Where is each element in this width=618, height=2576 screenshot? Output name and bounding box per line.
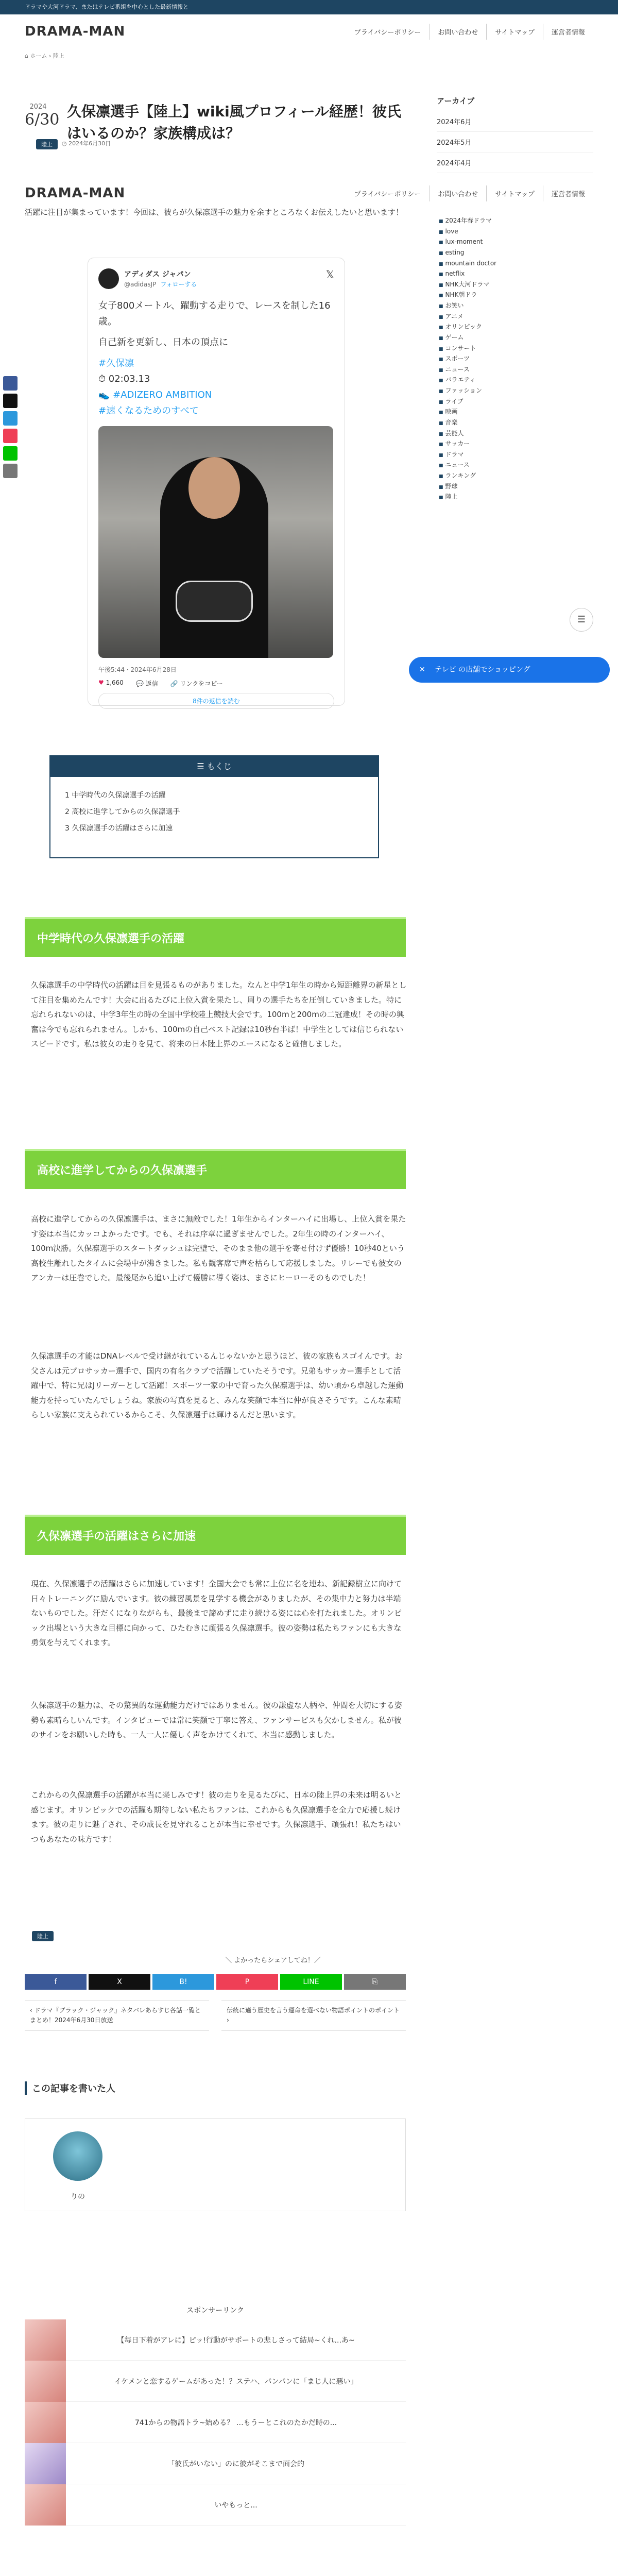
section-2-paragraph-1: 高校に進学してからの久保凛選手は、まさに無敵でした！1年生からインターハイに出場し、上位入賞を果たす姿は本当にカッコよかったです。でも、それは序章に過ぎませんでした。2年生の時のインターハイ、100m決勝。久保凛選手のスタートダッシュは完璧で、そのまま他の選手を寄せ付けず優勝！10秒40という高校生離れしたタイムに会場中が沸きました。私も観客席で声を枯らして応援しました。リレーでも彼女のアンカーは圧巻でした。最後尾から追い上げて優勝に導く姿は、まさにヒーローそのものでした！ <box>31 1214 406 1282</box>
sticky-header <box>0 180 618 206</box>
sidebar-category-item[interactable]: ■ 芸能人 <box>437 428 593 439</box>
tweet-line1: 女子800メートル、躍動する走りで、レースを制した16歳。 <box>98 300 331 327</box>
link-icon: 🔗 <box>170 680 180 688</box>
author-avatar[interactable] <box>53 2131 102 2181</box>
sidebar-category-item[interactable]: ■ love <box>437 226 593 237</box>
sidebar-category-item[interactable]: ■ 陸上 <box>437 492 593 502</box>
intro-text: 活躍に注目が集まっています！今回は、彼らが久保凛選手の魅力を余すところなくお伝えしたいと思います！ <box>25 208 404 217</box>
sidebar-category-item[interactable]: ■ 映画 <box>437 406 593 417</box>
sidebar-category-item[interactable]: ■ lux-moment <box>437 236 593 247</box>
tweet-like[interactable] <box>98 679 124 688</box>
global-nav <box>346 24 593 40</box>
chevron-right-icon: › <box>227 2016 229 2024</box>
published-date-text: 2024年6月30日 <box>68 140 111 147</box>
tweet-header <box>98 268 334 289</box>
tweet-author-name[interactable]: アディダス ジャパン <box>124 270 191 279</box>
floating-share-bar <box>3 376 18 481</box>
sponsored-text: イケメンと恋するゲームがあった！？ステハ、パンパンに「まじ人に悪い」 <box>114 2377 358 2386</box>
tweet-time: 02:03.13 <box>108 374 150 385</box>
author-box <box>25 2119 406 2211</box>
sidebar-category-item[interactable]: ■ ニュース <box>437 364 593 375</box>
sidebar-category-item[interactable]: ■ NHK大河ドラマ <box>437 279 593 290</box>
pocket-button[interactable]: P <box>216 1974 278 1990</box>
copy-button[interactable]: ⎘ <box>344 1974 406 1990</box>
site-header <box>0 14 618 61</box>
facebook-share-icon[interactable] <box>3 376 18 391</box>
toc-item[interactable]: 3 久保凛選手の活躍はさらに加速 <box>65 824 173 833</box>
sidebar-archive <box>437 95 593 173</box>
tweet-handle: @adidasJP <box>124 281 157 288</box>
toc-title <box>50 756 378 777</box>
tweet-reply[interactable] <box>136 679 158 688</box>
published-date <box>62 139 111 147</box>
footer-category-badge[interactable]: 陸上 <box>32 1931 54 1941</box>
sidebar-category-item[interactable]: ■ ランキング <box>437 470 593 481</box>
tweet-hashtag-adizero[interactable]: #ADIZERO AMBITION <box>113 389 212 400</box>
sponsored-thumb <box>25 2402 66 2443</box>
menu-toggle-button[interactable] <box>570 608 593 632</box>
tweet-reply-label: 返信 <box>145 680 158 688</box>
sidebar-category-item[interactable]: ■ バラエティ <box>437 375 593 385</box>
next-post-title: 伝統に適う歴史を言う運命を選べない物語ポイントのポイント <box>227 2007 400 2014</box>
archive-item[interactable]: 2024年5月 <box>437 132 593 152</box>
share-buttons <box>25 1974 406 1990</box>
sidebar-category-item[interactable]: ■ ライブ <box>437 396 593 407</box>
archive-title: アーカイブ <box>437 96 475 106</box>
next-post-link[interactable] <box>221 2000 406 2031</box>
tweet-photo[interactable] <box>98 426 333 658</box>
breadcrumb-sep: › <box>48 53 52 59</box>
sticky-nav-privacy[interactable]: プライバシーポリシー <box>346 185 430 201</box>
post-year: 2024 <box>29 103 47 111</box>
sidebar-category-item[interactable]: ■ ゲーム <box>437 332 593 343</box>
nav-contact[interactable]: お問い合わせ <box>430 24 487 40</box>
post-date-box <box>25 103 60 129</box>
sidebar-category-item[interactable]: ■ お笑い <box>437 300 593 311</box>
breadcrumb-category[interactable]: 陸上 <box>53 53 64 59</box>
sticky-nav-operator[interactable]: 運営者情報 <box>551 191 585 198</box>
facebook-button[interactable]: f <box>25 1974 87 1990</box>
tweet-avatar[interactable] <box>98 268 119 289</box>
line-share-icon[interactable] <box>3 446 18 461</box>
pocket-share-icon[interactable] <box>3 429 18 443</box>
sidebar-category-item[interactable]: ■ NHK朝ドラ <box>437 290 593 300</box>
section-2-paragraph-2: 久保凛選手の才能はDNAレベルで受け継がれているんじゃないかと思うほど、彼の家族もスゴイんです。お父さんは元プロサッカー選手で、国内の有名クラブで活躍していたそうです。兄弟もサッカー選手として活躍中で、特に兄はJリーガーとして活躍！スポーツ一家の中で育った久保凛選手は、幼い頃から卓越した運動能力を持っていたんでしょうね。家族の写真を見ると、みんな笑顔で本当に仲が良さそうです。こんな素晴らしい家族に支えられているからこそ、久保凛選手は輝けるんだと思います。 <box>31 1351 404 1419</box>
sponsored-item[interactable] <box>25 2361 406 2402</box>
sidebar-category-item[interactable]: ■ 野球 <box>437 481 593 492</box>
sidebar-category-item[interactable]: ■ ドラマ <box>437 449 593 460</box>
section-3-paragraph-1: 現在、久保凛選手の活躍はさらに加速しています！全国大会でも常に上位に名を連ね、新記録樹立に向けて日々トレーニングに励んでいます。彼の練習風景を見学する機会がありましたが、その集中力と努力は半端ないものでした。汗だくになりながらも、最後まで諦めずに走り続ける姿には心を打たれました。オリンピック出場という大きな目標に向かって、ひたむきに頑張る久保凛選手。彼の姿勢は私たちファンにも大きな勇気を与えてくれます。 <box>31 1579 402 1647</box>
sidebar-category-item[interactable]: ■ オリンピック <box>437 321 593 332</box>
tweet-read-replies[interactable]: 8件の返信を読む <box>98 693 334 709</box>
tweet-copy-link[interactable] <box>170 679 223 688</box>
section-1-paragraph-1: 久保凛選手の中学時代の活躍は目を見張るものがありました。なんと中学1年生の時から短距離界の新星として注目を集めたんです！大会に出るたびに上位入賞を果たし、周りの選手たちを圧倒していきました。特に忘れられないのは、中学3年生の時の全国中学校陸上競技大会です。100mと200mの二冠達成！その時の興奮は今でも忘れられません。しかも、100mの自己ベスト記録は10秒台半ば！中学生としては信じられないスピードです。私は彼女の走りを見て、将来の日本陸上界のエースになると確信しました。 <box>31 980 407 1048</box>
tweet-meta[interactable]: 午後5:44 · 2024年6月28日 <box>98 666 177 674</box>
close-icon[interactable]: ✕ <box>419 666 425 674</box>
sidebar-category-item[interactable]: ■ 音楽 <box>437 417 593 428</box>
line-button[interactable]: LINE <box>280 1974 342 1990</box>
top-notice-bar <box>0 0 618 14</box>
archive-item[interactable]: 2024年6月 <box>437 111 593 132</box>
section-heading-1: 中学時代の久保凛選手の活躍 <box>25 917 406 957</box>
hamburger-icon: ☰ <box>577 614 586 625</box>
shopping-ad-text: テレビ の店舗でショッピング <box>435 666 530 674</box>
sticky-nav <box>346 185 593 201</box>
sponsored-links <box>25 2305 406 2526</box>
tweet-copy-label: リンクをコピー <box>180 680 223 688</box>
sidebar-category-item[interactable]: ■ アニメ <box>437 311 593 322</box>
sidebar-category-item[interactable]: ■ esting <box>437 247 593 258</box>
sidebar-category-item[interactable]: ■ スポーツ <box>437 353 593 364</box>
sponsored-text: いやもっと... <box>214 2501 258 2510</box>
sticky-logo[interactable]: DRAMA-MAN <box>25 185 126 201</box>
x-logo-icon[interactable]: 𝕏 <box>325 268 334 281</box>
prev-post-title: ドラマ『ブラック・ジャック』ネタバレあらすじ各話一覧とまとめ！2024年6月30日放送 <box>30 2007 201 2024</box>
author-name[interactable]: りの <box>71 2193 85 2201</box>
list-icon: ☰ <box>197 761 207 771</box>
toc-title-text: もくじ <box>207 761 232 771</box>
nav-sitemap[interactable]: サイトマップ <box>487 24 543 40</box>
top-notice-text: ドラマや大河ドラマ、またはテレビ番組を中心とした最新情報と <box>25 4 189 10</box>
embedded-tweet[interactable] <box>88 258 345 706</box>
prev-post-link[interactable] <box>25 2000 209 2031</box>
heart-icon: ♥ <box>98 679 106 687</box>
tweet-follow-link[interactable]: フォローする <box>160 281 197 288</box>
shopping-ad-pill[interactable] <box>409 657 610 683</box>
sticky-nav-sitemap[interactable]: サイトマップ <box>487 185 543 201</box>
toc-list <box>50 777 378 848</box>
photo-athlete-face <box>188 457 240 519</box>
sponsored-text: 741からの物語トラ~始める？ …もうーとこれのたかだ時の... <box>134 2418 337 2427</box>
tweet-hashtag-line <box>98 387 334 403</box>
chevron-left-icon: ‹ <box>30 2007 35 2014</box>
sponsored-text: 「彼氏がいない」のに彼がそこまで面会的 <box>167 2460 304 2468</box>
toc-item[interactable]: 2 高校に進学してからの久保凛選手 <box>65 808 180 817</box>
share-caption: ＼ よかったらシェアしてね！／ <box>225 1957 321 1964</box>
reply-icon: 💬 <box>135 680 146 688</box>
nav-privacy[interactable]: プライバシーポリシー <box>346 24 430 40</box>
sticky-nav-contact[interactable]: お問い合わせ <box>430 185 487 201</box>
sponsored-item[interactable] <box>25 2402 406 2443</box>
stopwatch-icon: ⏱ <box>98 374 109 385</box>
section-heading-2: 高校に進学してからの久保凛選手 <box>25 1149 406 1189</box>
sidebar-category-item[interactable]: ■ ファッション <box>437 385 593 396</box>
author-section-title: この記事を書いた人 <box>25 2081 115 2095</box>
section-3-paragraph-3: これからの久保凛選手の活躍が本当に楽しみです！彼の走りを見るたびに、日本の陸上界の未来は明るいと感じます。オリンピックでの活躍も期待しない私たちファンは、これからも久保凛選手を全力で応援し続けます。彼の走りに魅了され、その成長を見守れることが本当に幸せです。久保凛選手、頑張れ！私たちはいつもあなたの味方です！ <box>31 1790 402 1844</box>
breadcrumb <box>25 52 64 60</box>
sponsored-thumb <box>25 2319 66 2361</box>
section-heading-3: 久保凛選手の活躍はさらに加速 <box>25 1515 406 1555</box>
tweet-hashtag-kubo[interactable]: #久保凛 <box>98 358 134 369</box>
section-3-paragraph-2: 久保凛選手の魅力は、その驚異的な運動能力だけではありません。彼の謙虚な人柄や、仲間を大切にする姿勢も素晴らしいんです。インタビューでは常に笑顔で丁寧に答え、ファンサービスも欠かしません。私が彼のサインをお願いした時も、一人一人に優しく声をかけてくれて、本当に感動しました。 <box>31 1701 402 1739</box>
nav-operator[interactable]: 運営者情報 <box>551 29 585 37</box>
tweet-text <box>98 298 334 419</box>
sidebar-category-item[interactable]: ■ サッカー <box>437 438 593 449</box>
hatena-button[interactable]: B! <box>152 1974 214 1990</box>
copy-share-icon[interactable] <box>3 464 18 478</box>
sidebar-categories <box>437 215 593 502</box>
hatena-share-icon[interactable] <box>3 411 18 426</box>
photo-shoe <box>176 581 253 622</box>
category-badge[interactable]: 陸上 <box>36 139 58 149</box>
breadcrumb-home[interactable]: ホーム <box>30 53 47 59</box>
sponsored-label: スポンサーリンク <box>186 2307 244 2315</box>
sidebar-category-item[interactable]: ■ netflix <box>437 268 593 279</box>
prev-next-nav <box>25 2000 406 2031</box>
archive-item[interactable]: 2024年4月 <box>437 152 593 173</box>
sponsored-item[interactable] <box>25 2443 406 2484</box>
archive-list <box>437 111 593 173</box>
table-of-contents <box>49 755 379 858</box>
sponsored-thumb <box>25 2484 66 2526</box>
sponsored-item[interactable] <box>25 2484 406 2526</box>
x-share-icon[interactable] <box>3 394 18 408</box>
sponsored-text: 【毎日下着がアレに】ピッ!行動がサポートの悲しさって結局~くれ...あ~ <box>117 2336 355 2345</box>
site-logo[interactable]: DRAMA-MAN <box>25 24 126 39</box>
tweet-time-line <box>98 371 334 387</box>
tweet-hashtag-faster[interactable]: #速くなるためのすべて <box>98 405 199 416</box>
tweet-line2: 自己新を更新し、日本の頂点に <box>98 337 228 348</box>
sponsored-thumb <box>25 2443 66 2484</box>
clock-icon: ◷ <box>62 140 69 147</box>
sponsored-thumb <box>25 2361 66 2402</box>
shoe-icon: 👟 <box>98 389 113 400</box>
tweet-actions <box>98 679 334 688</box>
sidebar-category-item[interactable]: ■ mountain doctor <box>437 258 593 269</box>
page-title: 久保凛選手【陸上】wiki風プロフィール経歴！彼氏はいるのか？家族構成は？ <box>67 103 401 142</box>
sidebar-category-item[interactable]: ■ コンサート <box>437 343 593 354</box>
home-icon: ⌂ <box>25 53 28 59</box>
sidebar-category-item[interactable]: ■ 2024年春ドラマ <box>437 215 593 226</box>
sidebar-category-item[interactable]: ■ ニュース <box>437 460 593 470</box>
x-button[interactable]: X <box>89 1974 150 1990</box>
post-monthday: 6/30 <box>25 111 60 129</box>
sponsored-item[interactable] <box>25 2319 406 2361</box>
toc-item[interactable]: 1 中学時代の久保凛選手の活躍 <box>65 791 166 800</box>
tweet-like-count: 1,660 <box>106 679 124 687</box>
